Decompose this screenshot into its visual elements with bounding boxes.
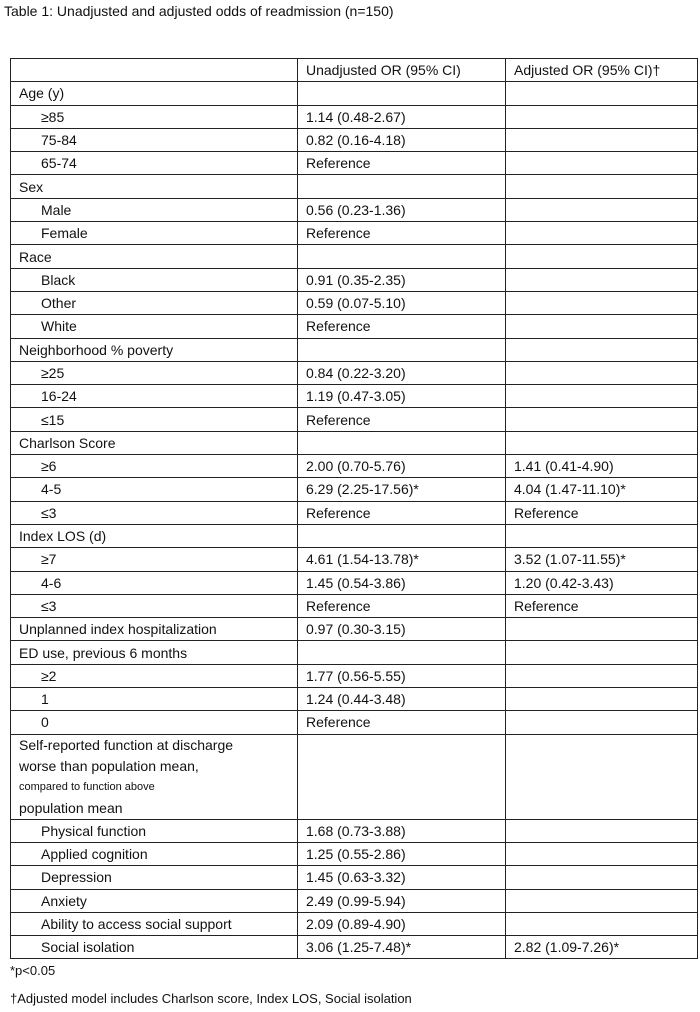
adjusted-or-cell bbox=[506, 641, 698, 664]
adjusted-or-cell bbox=[506, 291, 698, 314]
unadjusted-or-cell bbox=[298, 734, 506, 819]
unadjusted-or-cell bbox=[298, 431, 506, 454]
adjusted-or-cell: 1.41 (0.41-4.90) bbox=[506, 455, 698, 478]
row-label: 65-74 bbox=[11, 152, 298, 175]
adjusted-or-cell bbox=[506, 912, 698, 935]
table-row bbox=[11, 664, 698, 687]
unadjusted-or-cell: 1.45 (0.54-3.86) bbox=[298, 571, 506, 594]
table-row bbox=[11, 315, 698, 338]
unadjusted-or-cell: 2.49 (0.99-5.94) bbox=[298, 889, 506, 912]
adjusted-or-cell bbox=[506, 688, 698, 711]
table-row bbox=[11, 819, 698, 842]
row-label: Age (y) bbox=[11, 82, 298, 105]
row-label: ≤3 bbox=[11, 594, 298, 617]
self-report-line1: Self-reported function at discharge bbox=[19, 736, 234, 753]
row-label: Race bbox=[11, 245, 298, 268]
table-row bbox=[11, 711, 698, 734]
table-row bbox=[11, 889, 698, 912]
unadjusted-or-cell: Reference bbox=[298, 152, 506, 175]
table-row bbox=[11, 524, 698, 547]
table-row-self-reported bbox=[11, 734, 698, 819]
unadjusted-or-cell: Reference bbox=[298, 222, 506, 245]
adjusted-or-cell bbox=[506, 105, 698, 128]
adjusted-or-cell bbox=[506, 431, 698, 454]
row-label: ≥6 bbox=[11, 455, 298, 478]
table-body bbox=[11, 59, 698, 959]
table-row bbox=[11, 688, 698, 711]
adjusted-or-cell bbox=[506, 268, 698, 291]
unadjusted-or-cell: 0.59 (0.07-5.10) bbox=[298, 291, 506, 314]
unadjusted-or-cell: Reference bbox=[298, 501, 506, 524]
unadjusted-or-cell: 1.68 (0.73-3.88) bbox=[298, 819, 506, 842]
row-label: Unplanned index hospitalization bbox=[11, 618, 298, 641]
unadjusted-or-cell: 2.00 (0.70-5.76) bbox=[298, 455, 506, 478]
row-label: White bbox=[11, 315, 298, 338]
table-row bbox=[11, 338, 698, 361]
table-row bbox=[11, 431, 698, 454]
unadjusted-or-cell: 1.19 (0.47-3.05) bbox=[298, 385, 506, 408]
table-row bbox=[11, 571, 698, 594]
unadjusted-or-cell: 6.29 (2.25-17.56)* bbox=[298, 478, 506, 501]
unadjusted-or-cell: 3.06 (1.25-7.48)* bbox=[298, 936, 506, 959]
table-row bbox=[11, 198, 698, 221]
table-row bbox=[11, 618, 698, 641]
adjusted-or-cell bbox=[506, 245, 698, 268]
table-row bbox=[11, 291, 698, 314]
unadjusted-or-cell: 1.25 (0.55-2.86) bbox=[298, 842, 506, 865]
row-label: ≥2 bbox=[11, 664, 298, 687]
table-row bbox=[11, 478, 698, 501]
row-label: 16-24 bbox=[11, 385, 298, 408]
adjusted-or-cell bbox=[506, 175, 698, 198]
table-row bbox=[11, 152, 698, 175]
table-row bbox=[11, 866, 698, 889]
odds-ratio-table bbox=[10, 58, 698, 959]
adjusted-or-cell bbox=[506, 889, 698, 912]
header-cell-adjusted: Adjusted OR (95% CI)† bbox=[506, 59, 698, 82]
row-label: 4-6 bbox=[11, 571, 298, 594]
adjusted-or-cell bbox=[506, 315, 698, 338]
row-label: Index LOS (d) bbox=[11, 524, 298, 547]
adjusted-or-cell bbox=[506, 82, 698, 105]
table-row bbox=[11, 912, 698, 935]
adjusted-or-cell: Reference bbox=[506, 594, 698, 617]
table-row bbox=[11, 268, 698, 291]
row-label: Applied cognition bbox=[11, 842, 298, 865]
unadjusted-or-cell: 0.82 (0.16-4.18) bbox=[298, 128, 506, 151]
adjusted-or-cell bbox=[506, 866, 698, 889]
table-row bbox=[11, 842, 698, 865]
row-label: ≤3 bbox=[11, 501, 298, 524]
row-label: Neighborhood % poverty bbox=[11, 338, 298, 361]
adjusted-or-cell bbox=[506, 524, 698, 547]
unadjusted-or-cell bbox=[298, 641, 506, 664]
row-label: Sex bbox=[11, 175, 298, 198]
row-label: Anxiety bbox=[11, 889, 298, 912]
header-row bbox=[11, 59, 698, 82]
adjusted-or-cell bbox=[506, 152, 698, 175]
adjusted-or-cell bbox=[506, 618, 698, 641]
row-label: Female bbox=[11, 222, 298, 245]
row-label: 4-5 bbox=[11, 478, 298, 501]
adjusted-or-cell bbox=[506, 338, 698, 361]
table-row bbox=[11, 641, 698, 664]
row-label: 75-84 bbox=[11, 128, 298, 151]
unadjusted-or-cell: 0.91 (0.35-2.35) bbox=[298, 268, 506, 291]
table-row bbox=[11, 82, 698, 105]
row-label: 0 bbox=[11, 711, 298, 734]
adjusted-or-cell bbox=[506, 842, 698, 865]
row-label: Ability to access social support bbox=[11, 912, 298, 935]
header-cell-unadjusted: Unadjusted OR (95% CI) bbox=[298, 59, 506, 82]
row-label: 1 bbox=[11, 688, 298, 711]
row-label: ≤15 bbox=[11, 408, 298, 431]
adjusted-or-cell: 1.20 (0.42-3.43) bbox=[506, 571, 698, 594]
row-label: Male bbox=[11, 198, 298, 221]
adjusted-or-cell bbox=[506, 734, 698, 819]
footnote-significance: *p<0.05 bbox=[10, 963, 56, 978]
unadjusted-or-cell bbox=[298, 524, 506, 547]
table-row bbox=[11, 594, 698, 617]
row-label: Physical function bbox=[11, 819, 298, 842]
unadjusted-or-cell bbox=[298, 245, 506, 268]
row-label: Black bbox=[11, 268, 298, 291]
adjusted-or-cell bbox=[506, 385, 698, 408]
adjusted-or-cell: 2.82 (1.09-7.26)* bbox=[506, 936, 698, 959]
unadjusted-or-cell: 1.24 (0.44-3.48) bbox=[298, 688, 506, 711]
row-label: ED use, previous 6 months bbox=[11, 641, 298, 664]
footnote-adjusted-model: †Adjusted model includes Charlson score, Index LOS, Social isolation bbox=[10, 991, 412, 1006]
adjusted-or-cell bbox=[506, 408, 698, 431]
adjusted-or-cell: 4.04 (1.47-11.10)* bbox=[506, 478, 698, 501]
table-row bbox=[11, 408, 698, 431]
self-report-line4: population mean bbox=[19, 799, 123, 816]
table-row bbox=[11, 385, 698, 408]
row-label: Depression bbox=[11, 866, 298, 889]
unadjusted-or-cell: 0.97 (0.30-3.15) bbox=[298, 618, 506, 641]
table-title: Table 1: Unadjusted and adjusted odds of readmission (n=150) bbox=[4, 3, 394, 19]
table-row bbox=[11, 105, 698, 128]
unadjusted-or-cell: 0.56 (0.23-1.36) bbox=[298, 198, 506, 221]
unadjusted-or-cell: Reference bbox=[298, 594, 506, 617]
adjusted-or-cell bbox=[506, 361, 698, 384]
unadjusted-or-cell bbox=[298, 82, 506, 105]
table-row bbox=[11, 455, 698, 478]
header-cell-variable bbox=[11, 59, 298, 82]
row-label: Charlson Score bbox=[11, 431, 298, 454]
unadjusted-or-cell: 2.09 (0.89-4.90) bbox=[298, 912, 506, 935]
row-label: Social isolation bbox=[11, 936, 298, 959]
adjusted-or-cell: 3.52 (1.07-11.55)* bbox=[506, 548, 698, 571]
adjusted-or-cell bbox=[506, 198, 698, 221]
self-report-line2: worse than population mean, bbox=[19, 757, 199, 774]
unadjusted-or-cell: 4.61 (1.54-13.78)* bbox=[298, 548, 506, 571]
adjusted-or-cell bbox=[506, 819, 698, 842]
row-label: Other bbox=[11, 291, 298, 314]
table-row bbox=[11, 245, 698, 268]
unadjusted-or-cell: 1.77 (0.56-5.55) bbox=[298, 664, 506, 687]
unadjusted-or-cell: Reference bbox=[298, 315, 506, 338]
adjusted-or-cell bbox=[506, 128, 698, 151]
unadjusted-or-cell: 1.45 (0.63-3.32) bbox=[298, 866, 506, 889]
table-row bbox=[11, 222, 698, 245]
table-row bbox=[11, 936, 698, 959]
adjusted-or-cell bbox=[506, 711, 698, 734]
unadjusted-or-cell bbox=[298, 338, 506, 361]
self-report-line3: compared to function above bbox=[19, 780, 155, 793]
row-label-self-reported bbox=[11, 734, 298, 819]
table-row bbox=[11, 175, 698, 198]
unadjusted-or-cell: 0.84 (0.22-3.20) bbox=[298, 361, 506, 384]
adjusted-or-cell bbox=[506, 664, 698, 687]
unadjusted-or-cell bbox=[298, 175, 506, 198]
row-label: ≥85 bbox=[11, 105, 298, 128]
unadjusted-or-cell: 1.14 (0.48-2.67) bbox=[298, 105, 506, 128]
table-row bbox=[11, 501, 698, 524]
table-row bbox=[11, 361, 698, 384]
table-row bbox=[11, 548, 698, 571]
unadjusted-or-cell: Reference bbox=[298, 711, 506, 734]
unadjusted-or-cell: Reference bbox=[298, 408, 506, 431]
row-label: ≥25 bbox=[11, 361, 298, 384]
table-row bbox=[11, 128, 698, 151]
adjusted-or-cell: Reference bbox=[506, 501, 698, 524]
adjusted-or-cell bbox=[506, 222, 698, 245]
row-label: ≥7 bbox=[11, 548, 298, 571]
